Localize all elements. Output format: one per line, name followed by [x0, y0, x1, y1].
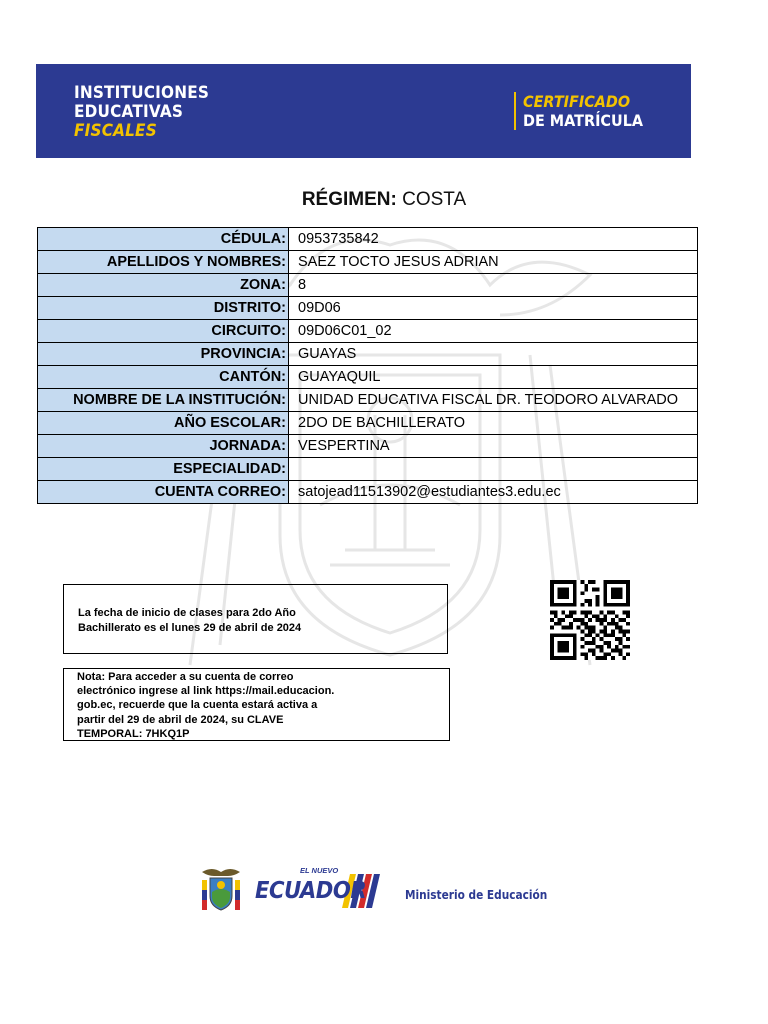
row-value — [289, 458, 698, 481]
table-row — [38, 297, 698, 320]
regimen-value: COSTA — [402, 189, 467, 210]
row-label: CÉDULA: — [38, 228, 289, 251]
table-row — [38, 458, 698, 481]
table-row — [38, 251, 698, 274]
row-value: SAEZ TOCTO JESUS ADRIAN — [289, 251, 698, 274]
row-value: UNIDAD EDUCATIVA FISCAL DR. TEODORO ALVARADO — [289, 389, 698, 412]
note-line-5: TEMPORAL: 7HKQ1P — [77, 727, 190, 740]
brand-line-2: EDUCATIVAS — [74, 102, 184, 122]
email-access-note — [63, 668, 450, 741]
note-line-3: gob.ec, recuerde que la cuenta estará activa a — [77, 699, 318, 712]
ecuador-seal-icon — [198, 866, 244, 914]
el-nuevo-label: EL NUEVO — [300, 866, 339, 875]
row-value: VESPERTINA — [289, 435, 698, 458]
certificate-title — [514, 92, 656, 130]
regimen-heading — [0, 189, 768, 211]
start-date-notice — [63, 584, 448, 654]
row-value: 0953735842 — [289, 228, 698, 251]
certificate-title-line-2: DE MATRÍCULA — [523, 111, 644, 130]
row-label: ESPECIALIDAD: — [38, 458, 289, 481]
table-row — [38, 228, 698, 251]
row-label: CANTÓN: — [38, 366, 289, 389]
table-row — [38, 412, 698, 435]
row-label: DISTRITO: — [38, 297, 289, 320]
row-value: 8 — [289, 274, 698, 297]
qr-code-icon — [548, 580, 632, 660]
ecuador-wordmark: ECUADOR — [255, 878, 367, 904]
start-date-line-2: Bachillerato es el lunes 29 de abril de 2024 — [78, 622, 302, 634]
certificate-header — [36, 64, 691, 158]
row-label: AÑO ESCOLAR: — [38, 412, 289, 435]
regimen-label: RÉGIMEN: — [301, 189, 397, 210]
row-value[interactable]: satojead11513902@estudiantes3.edu.ec — [289, 481, 698, 504]
row-label: CIRCUITO: — [38, 320, 289, 343]
row-label: ZONA: — [38, 274, 289, 297]
note-line-4: partir del 29 de abril de 2024, su CLAVE — [77, 713, 284, 726]
row-value: 2DO DE BACHILLERATO — [289, 412, 698, 435]
brand-line-3: FISCALES — [74, 121, 157, 141]
student-info-table — [37, 227, 698, 504]
row-label: NOMBRE DE LA INSTITUCIÓN: — [38, 389, 289, 412]
note-line-2[interactable]: electrónico ingrese al link https://mail.educacion. — [77, 685, 335, 698]
row-label: PROVINCIA: — [38, 343, 289, 366]
row-value: GUAYAS — [289, 343, 698, 366]
row-label: CUENTA CORREO: — [38, 481, 289, 504]
brand-logo — [74, 84, 224, 141]
table-row — [38, 435, 698, 458]
row-value: 09D06C01_02 — [289, 320, 698, 343]
brand-line-1: INSTITUCIONES — [74, 83, 210, 103]
table-row — [38, 343, 698, 366]
row-label: JORNADA: — [38, 435, 289, 458]
table-row — [38, 320, 698, 343]
ministerio-label: Ministerio de Educación — [405, 888, 548, 902]
certificate-title-line-1: CERTIFICADO — [523, 92, 631, 111]
table-row — [38, 274, 698, 297]
row-value: 09D06 — [289, 297, 698, 320]
note-line-1: Nota: Para acceder a su cuenta de correo — [77, 671, 294, 683]
table-row — [38, 481, 698, 504]
table-row — [38, 389, 698, 412]
table-row — [38, 366, 698, 389]
row-value: GUAYAQUIL — [289, 366, 698, 389]
row-label: APELLIDOS Y NOMBRES: — [38, 251, 289, 274]
start-date-line-1: La fecha de inicio de clases para 2do Año — [78, 607, 296, 619]
